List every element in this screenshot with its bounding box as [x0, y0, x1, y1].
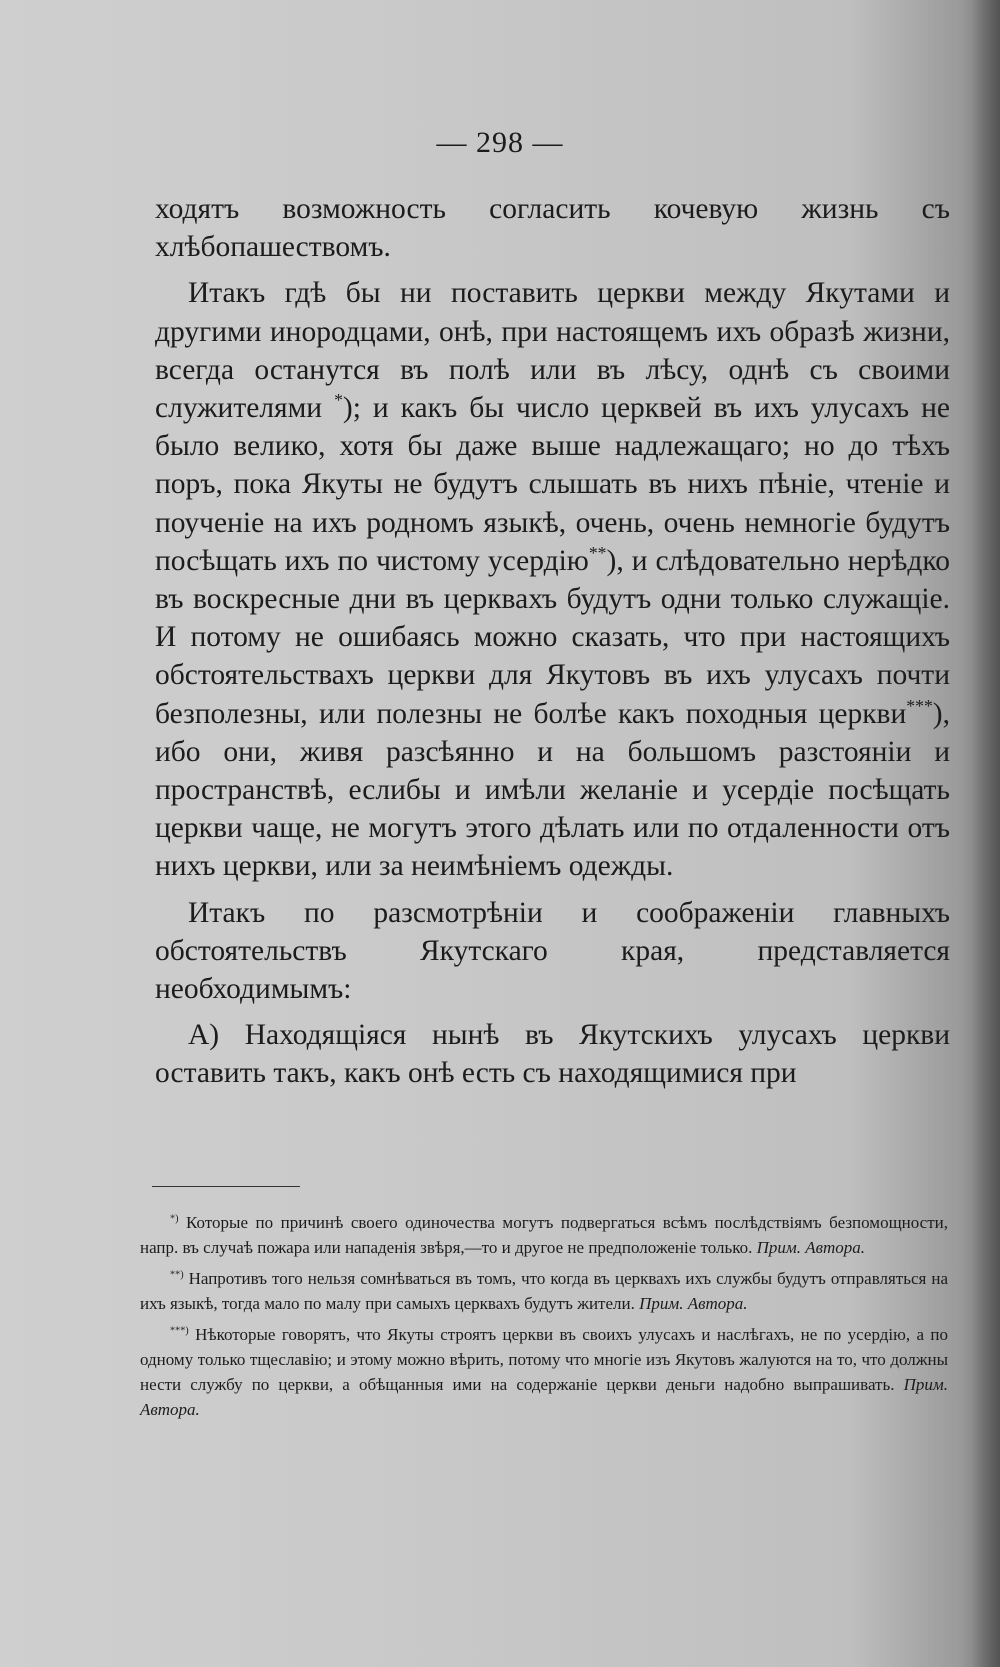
footnote-divider [152, 1186, 300, 1187]
footnote-1 [140, 1210, 948, 1260]
footnote-reference-1: * [334, 390, 343, 411]
footnote-1-author: Прим. Автора. [756, 1238, 866, 1257]
main-text [155, 190, 950, 1093]
footnote-1-text: Которые по причинѣ своего одиночества могутъ подвергаться всѣмъ послѣдствіямъ безпомощности, напр. въ случаѣ пожара или нападенія звѣря,—то и другое не предположеніе только. [140, 1213, 949, 1257]
paragraph-continuation: ходятъ возможность согласить кочевую жизнь съ хлѣбопашествомъ. [155, 193, 950, 264]
footnote-2-author: Прим. Автора. [639, 1294, 748, 1313]
footnote-2-mark: **) [170, 1269, 184, 1281]
footnote-1-mark: *) [170, 1213, 179, 1225]
paragraph-point-a: А) Находящіяся нынѣ въ Якутскихъ улусахъ церкви оставить такъ, какъ онѣ есть съ находящимися при [155, 1019, 950, 1090]
paragraph-text: ); и какъ бы число церквей въ ихъ улусахъ не было велико, хотя бы даже выше надлежащаго; но до тѣхъ поръ, пока Якуты не будутъ слышать въ нихъ пѣніе, чтеніе и поученіе на ихъ родномъ языкѣ, очень, очень немногіе будутъ посѣщать ихъ по чистому усердію [155, 392, 951, 577]
paragraph-conclusion: Итакъ по разсмотрѣніи и соображеніи главныхъ обстоятельствъ Якутскаго края, представляется необходимымъ: [155, 896, 950, 1006]
footnote-2 [140, 1266, 948, 1316]
footnote-3 [140, 1322, 948, 1422]
footnote-3-author: Прим. Автора. [140, 1375, 949, 1419]
paragraph-text: Итакъ гдѣ бы ни поставить церкви между Якутами и другими инородцами, онѣ, при настоящемъ ихъ образѣ жизни, всегда останутся въ полѣ или въ лѣсу, однѣ съ своими служителями [155, 277, 950, 425]
paragraph-text: ), ибо они, живя разсѣянно и на большомъ разстояніи и пространствѣ, еслибы и имѣли желаніе и усердіе посѣщать церкви чаще, не могутъ этого дѣлать или по отдаленности отъ нихъ церкви, или за неимѣніемъ одежды. [155, 697, 950, 883]
page-gutter-shadow [972, 0, 1000, 1667]
footnote-3-mark: ***) [170, 1325, 189, 1337]
footnote-3-text: Нѣкоторые говорятъ, что Якуты строятъ церкви въ своихъ улусахъ и наслѣгахъ, не по усердію, а по одному только тщеславію; и этому можно вѣрить, потому что многіе изъ Якутовъ жалуются на то, что должны нести службу по церкви, а обѣщанныя ими на содержаніе церкви деньги надобно выпрашивать. [140, 1325, 949, 1394]
footnotes [140, 1210, 948, 1428]
footnote-reference-2: ** [588, 543, 607, 563]
paragraph-text: ), и слѣдовательно нерѣдко въ воскресные дни въ церквахъ будутъ одни только служащіе. И потому не ошибаясь можно сказать, что при настоящихъ обстоятельствахъ церкви для Якутовъ въ ихъ улусахъ почти безполезны, или полезны не болѣе какъ походныя церкви [155, 544, 950, 730]
page-number: — 298 — [436, 126, 564, 159]
footnote-reference-3: *** [906, 695, 933, 716]
paragraph-churches [155, 274, 950, 885]
footnote-2-text: Напротивъ того нельзя сомнѣваться въ томъ, что когда въ церквахъ ихъ службы будутъ отправляться на ихъ языкѣ, тогда мало по малу при самыхъ церквахъ будутъ жители. [140, 1269, 948, 1313]
